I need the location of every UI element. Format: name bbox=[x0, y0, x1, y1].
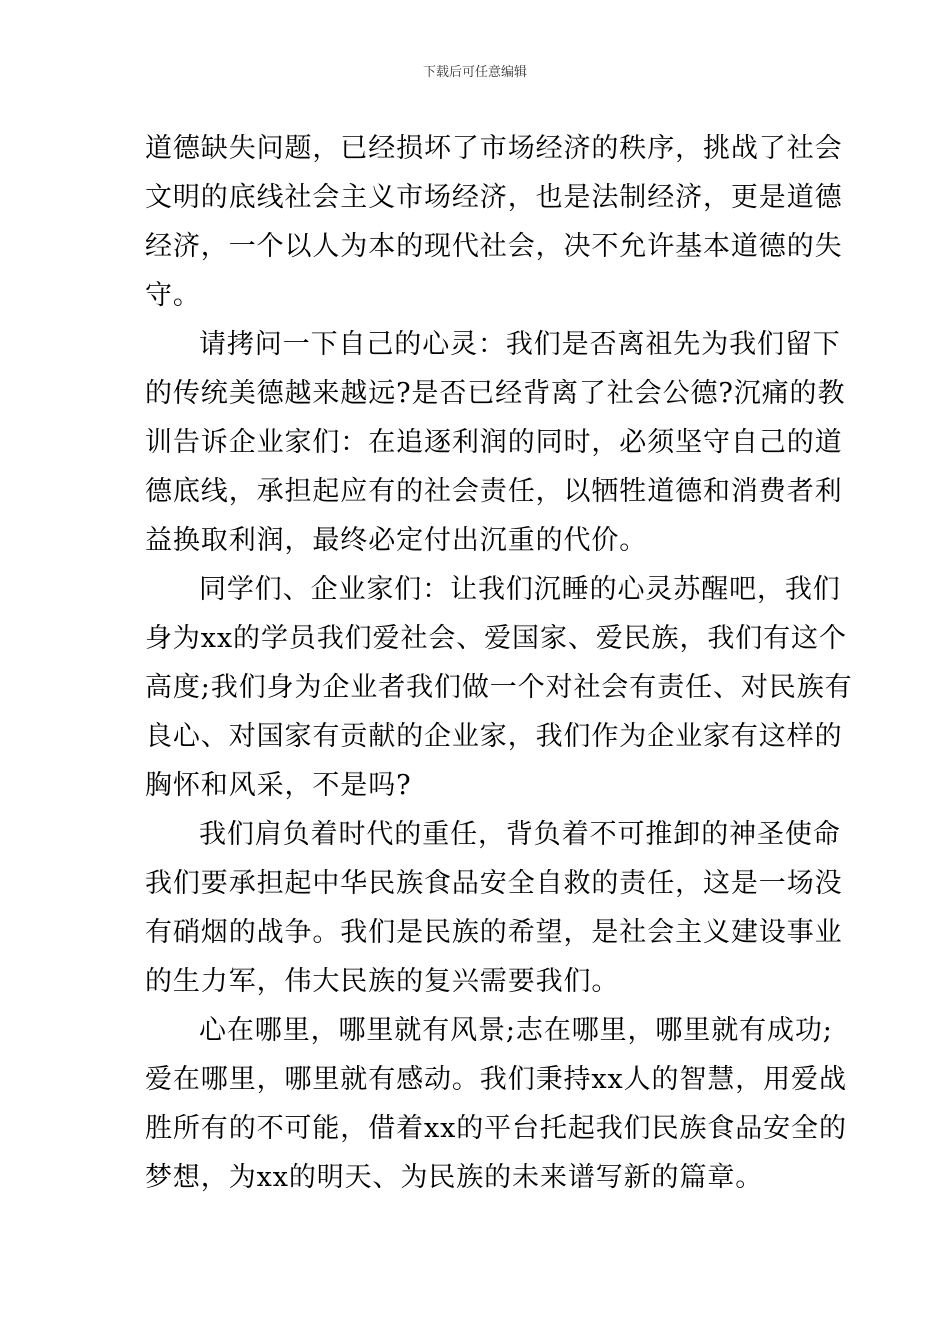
text-line: 德底线，承担起应有的社会责任，以牺牲道德和消费者利 bbox=[145, 476, 843, 507]
text-line: 我们肩负着时代的重任，背负着不可推卸的神圣使命 bbox=[199, 819, 841, 850]
text-line: 道德缺失问题，已经损坏了市场经济的秩序，挑战了社会 bbox=[145, 133, 843, 164]
text-line: 高度;我们身为企业者我们做一个对社会有责任、对民族有 bbox=[145, 672, 853, 703]
text-line: 有硝烟的战争。我们是民族的希望，是社会主义建设事业 bbox=[145, 917, 843, 948]
text-line: 我们要承担起中华民族食品安全自救的责任，这是一场没 bbox=[145, 868, 843, 899]
text-line: 请拷问一下自己的心灵：我们是否离祖先为我们留下 bbox=[199, 329, 841, 360]
paragraph-1 bbox=[145, 124, 843, 320]
paragraph-5 bbox=[145, 1006, 847, 1202]
text-line: 爱在哪里，哪里就有感动。我们秉持xx人的智慧，用爱战 bbox=[145, 1064, 847, 1095]
text-line: 经济，一个以人为本的现代社会，决不允许基本道德的失 bbox=[145, 231, 843, 262]
paragraph-4 bbox=[145, 810, 843, 1006]
text-line: 心在哪里，哪里就有风景;志在哪里，哪里就有成功; bbox=[199, 1015, 833, 1046]
text-line: 梦想，为xx的明天、为民族的未来谱写新的篇章。 bbox=[145, 1162, 764, 1193]
text-line: 同学们、企业家们：让我们沉睡的心灵苏醒吧，我们 bbox=[199, 574, 841, 605]
paragraph-3 bbox=[145, 565, 853, 810]
text-line: 身为xx的学员我们爱社会、爱国家、爱民族，我们有这个 bbox=[145, 623, 847, 654]
text-line: 守。 bbox=[145, 280, 201, 311]
text-line: 的传统美德越来越远?是否已经背离了社会公德?沉痛的教 bbox=[145, 378, 846, 409]
text-line: 文明的底线社会主义市场经济，也是法制经济，更是道德 bbox=[145, 182, 843, 213]
text-line: 益换取利润，最终必定付出沉重的代价。 bbox=[145, 525, 648, 556]
page-header: 下载后可任意编辑 bbox=[422, 65, 527, 80]
document-body bbox=[145, 124, 853, 1202]
text-line: 的生力军，伟大民族的复兴需要我们。 bbox=[145, 966, 620, 997]
text-line: 良心、对国家有贡献的企业家，我们作为企业家有这样的 bbox=[145, 721, 843, 752]
text-line: 胸怀和风采，不是吗? bbox=[145, 770, 412, 801]
paragraph-2 bbox=[145, 320, 846, 565]
text-line: 胜所有的不可能，借着xx的平台托起我们民族食品安全的 bbox=[145, 1113, 847, 1144]
text-line: 训告诉企业家们：在追逐利润的同时，必须坚守自己的道 bbox=[145, 427, 843, 458]
